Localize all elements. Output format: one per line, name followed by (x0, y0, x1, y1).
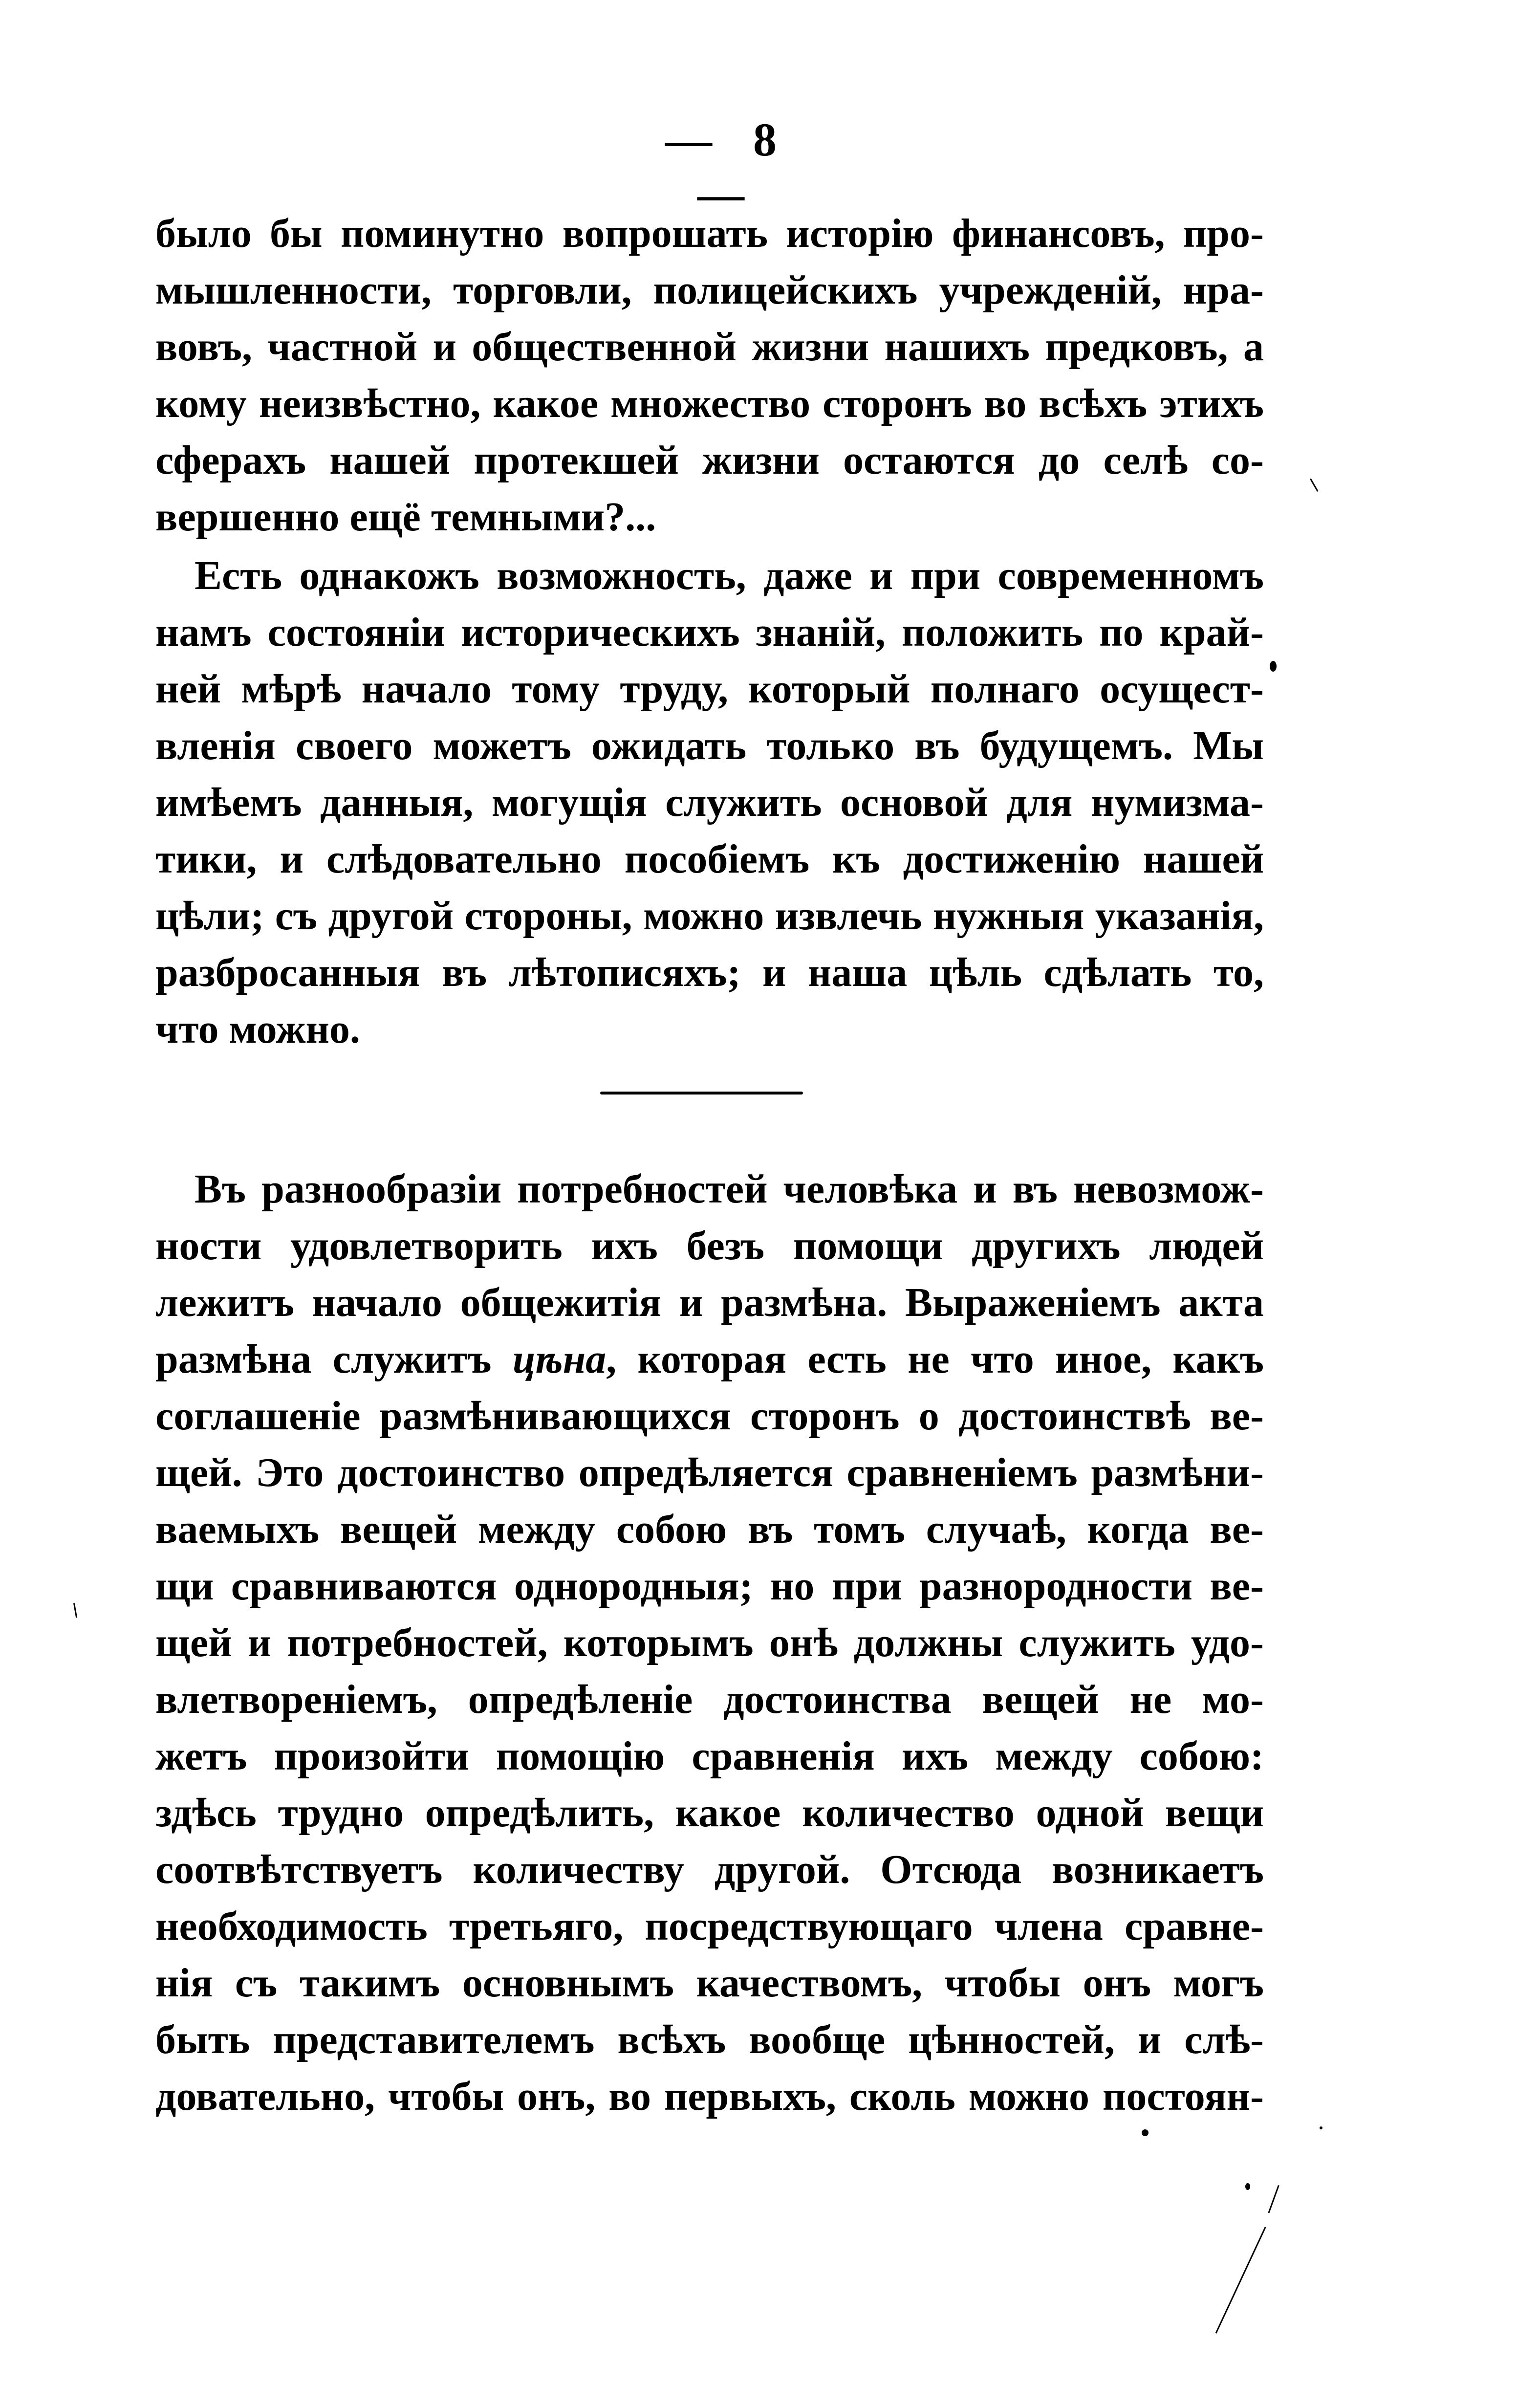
text-line: влетвореніемъ, опредѣленіе достоинства вещей не мо- (155, 1677, 1264, 1722)
text-line: довательно, чтобы онъ, во первыхъ, сколь можно постоян- (155, 2074, 1264, 2119)
text-line: было бы поминутно вопрошать исторію финансовъ, про- (155, 211, 1264, 256)
text-line: нія съ такимъ основнымъ качествомъ, чтобы онъ могъ (155, 1960, 1264, 2006)
text-line: лежитъ начало общежитія и размѣна. Выраженіемъ акта (155, 1280, 1264, 1325)
text-line: Въ разнообразіи потребностей человѣка и въ невозмож- (195, 1166, 1264, 1212)
italic-term: цѣна (512, 1336, 607, 1382)
scan-scratch (1215, 2227, 1266, 2334)
text-line: ваемыхъ вещей между собою въ томъ случаѣ, когда ве- (155, 1507, 1264, 1552)
text-line: щей и потребностей, которымъ онѣ должны служить удо- (155, 1620, 1264, 1665)
text-line: имѣемъ данныя, могущія служить основой для нумизма- (155, 780, 1264, 825)
text-line: щей. Это достоинство опредѣляется сравненіемъ размѣни- (155, 1450, 1264, 1495)
scan-scratch (1268, 2185, 1279, 2213)
text-line: необходимость третьяго, посредствующаго члена сравне- (155, 1904, 1264, 1949)
text-line: намъ состояніи историческихъ знаній, положить по край- (155, 610, 1264, 655)
text-line: здѣсь трудно опредѣлить, какое количество одной вещи (155, 1790, 1264, 1836)
text-line: вленія своего можетъ ожидать только въ будущемъ. Мы (155, 723, 1264, 768)
text-line: Есть однакожъ возможность, даже и при современномъ (195, 553, 1264, 598)
scan-speck (1270, 661, 1277, 672)
text-line: вовъ, частной и общественной жизни нашихъ предковъ, а (155, 324, 1264, 370)
text-line: щи сравниваются однородныя; но при разнородности ве- (155, 1563, 1264, 1609)
scan-speck (1320, 2126, 1322, 2129)
scan-speck (1142, 2129, 1149, 2136)
text-line: соотвѣтствуетъ количеству другой. Отсюда возникаетъ (155, 1847, 1264, 1892)
text-line: что можно. (155, 1007, 360, 1052)
text-line: быть представителемъ всѣхъ вообще цѣнностей, и слѣ- (155, 2017, 1264, 2062)
scan-scratch (73, 1603, 77, 1618)
text-line: цѣли; съ другой стороны, можно извлечь нужныя указанія, (155, 893, 1264, 939)
text-line: вершенно ещё темными?... (155, 494, 656, 540)
paragraph-exchange (155, 1161, 1264, 2125)
text-line: размѣна служитъ цѣна, которая есть не что иное, какъ (155, 1336, 1264, 1382)
text-line: жетъ произойти помощію сравненія ихъ между собою: (155, 1733, 1264, 1779)
section-separator-rule (600, 1092, 803, 1095)
page-number: — 8 — (665, 113, 791, 220)
text-line: мышленности, торговли, полицейскихъ учрежденій, нра- (155, 267, 1264, 313)
text-line: ней мѣрѣ начало тому труду, который полнаго осущест- (155, 666, 1264, 712)
paragraph-possibility (155, 547, 1264, 1058)
text-line: сферахъ нашей протекшей жизни остаются до селѣ со- (155, 438, 1264, 483)
scan-speck (1245, 2183, 1250, 2190)
scan-scratch (1310, 479, 1319, 492)
text-line: тики, и слѣдовательно пособіемъ къ достиженію нашей (155, 836, 1264, 882)
text-line: ности удовлетворить ихъ безъ помощи другихъ людей (155, 1223, 1264, 1269)
text-line: соглашеніе размѣнивающихся сторонъ о достоинствѣ ве- (155, 1393, 1264, 1439)
paragraph-continuation (155, 205, 1264, 546)
text-line: разбросанныя въ лѣтописяхъ; и наша цѣль сдѣлать то, (155, 950, 1264, 995)
text-line: кому неизвѣстно, какое множество сторонъ во всѣхъ этихъ (155, 381, 1264, 426)
